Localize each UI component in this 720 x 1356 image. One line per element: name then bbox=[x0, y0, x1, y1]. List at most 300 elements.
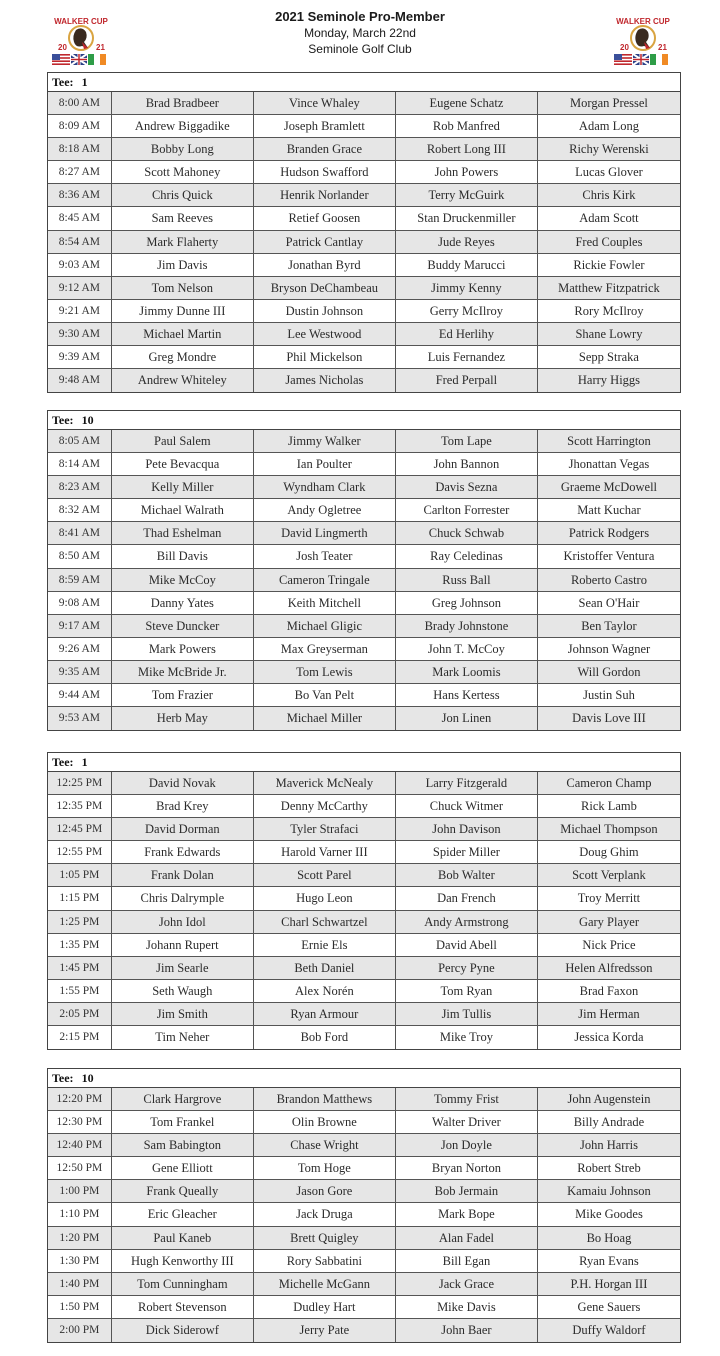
player-name: Andrew Biggadike bbox=[112, 115, 254, 137]
player-name: Danny Yates bbox=[112, 592, 254, 614]
player-name: Andy Armstrong bbox=[396, 911, 538, 933]
tee-time: 9:17 AM bbox=[48, 615, 112, 637]
tee-time-row bbox=[48, 887, 680, 910]
tee-time-row bbox=[48, 184, 680, 207]
player-name: Retief Goosen bbox=[254, 207, 396, 229]
tee-time-row bbox=[48, 1273, 680, 1296]
player-name: Beth Daniel bbox=[254, 957, 396, 979]
player-name: Bob Jermain bbox=[396, 1180, 538, 1202]
player-name: Johnson Wagner bbox=[567, 641, 651, 656]
tee-time: 1:25 PM bbox=[48, 911, 112, 933]
player-name: Eric Gleacher bbox=[112, 1203, 254, 1225]
tee-time: 9:39 AM bbox=[48, 346, 112, 368]
player-name: Clark Hargrove bbox=[112, 1088, 254, 1110]
walker-cup-emblem-icon bbox=[608, 12, 678, 68]
tee-time: 9:35 AM bbox=[48, 661, 112, 683]
tee-time-row bbox=[48, 1203, 680, 1226]
player-name: Frank Edwards bbox=[112, 841, 254, 863]
player-name: Jessica Korda bbox=[574, 1030, 644, 1045]
player-name: Tyler Strafaci bbox=[254, 818, 396, 840]
player-name: Bryson DeChambeau bbox=[254, 277, 396, 299]
tee-label: Tee: bbox=[52, 755, 74, 769]
tee-time: 1:55 PM bbox=[48, 980, 112, 1002]
player-name: Ray Celedinas bbox=[396, 545, 538, 567]
player-name: Jerry Pate bbox=[254, 1319, 396, 1342]
tee-time-row bbox=[48, 277, 680, 300]
player-name: Kelly Miller bbox=[112, 476, 254, 498]
tee-label: Tee: bbox=[52, 1071, 74, 1085]
player-name: Johann Rupert bbox=[112, 934, 254, 956]
tee-time-row bbox=[48, 707, 680, 730]
tee-time: 8:14 AM bbox=[48, 453, 112, 475]
tee-time: 9:53 AM bbox=[48, 707, 112, 730]
player-name: Adam Scott bbox=[579, 211, 639, 226]
player-name: Henrik Norlander bbox=[254, 184, 396, 206]
player-name: Morgan Pressel bbox=[570, 96, 648, 110]
player-name: Steve Duncker bbox=[112, 615, 254, 637]
tee-time: 8:18 AM bbox=[48, 138, 112, 160]
player-name: Justin Suh bbox=[583, 688, 635, 703]
player-name: Robert Stevenson bbox=[112, 1296, 254, 1318]
tee-time-row bbox=[48, 476, 680, 499]
tee-time: 8:45 AM bbox=[48, 207, 112, 229]
tee-time: 12:50 PM bbox=[48, 1157, 112, 1179]
player-name: John Powers bbox=[396, 161, 538, 183]
player-name: Ian Poulter bbox=[254, 453, 396, 475]
player-name: Richy Werenski bbox=[569, 142, 649, 157]
player-name: John Harris bbox=[579, 1138, 638, 1153]
player-name: Andrew Whiteley bbox=[112, 369, 254, 392]
player-name: Terry McGuirk bbox=[396, 184, 538, 206]
tee-time-row bbox=[48, 1319, 680, 1342]
player-name: Russ Ball bbox=[396, 569, 538, 591]
tee-block-1-morning bbox=[47, 72, 681, 393]
player-name: Mike Troy bbox=[396, 1026, 538, 1049]
tee-time: 1:30 PM bbox=[48, 1250, 112, 1272]
player-name: Chase Wright bbox=[254, 1134, 396, 1156]
event-date: Monday, March 22nd bbox=[304, 26, 416, 40]
player-name: Harry Higgs bbox=[577, 373, 641, 388]
tee-time-row bbox=[48, 592, 680, 615]
player-name: Gene Sauers bbox=[577, 1299, 641, 1314]
tee-time: 1:00 PM bbox=[48, 1180, 112, 1202]
player-name: Scott Harrington bbox=[567, 434, 651, 448]
player-name: Larry Fitzgerald bbox=[396, 772, 538, 794]
player-name: Paul Kaneb bbox=[112, 1227, 254, 1249]
tee-time: 2:05 PM bbox=[48, 1003, 112, 1025]
player-name: Sam Reeves bbox=[112, 207, 254, 229]
player-name: Robert Streb bbox=[577, 1161, 641, 1176]
tee-time-rows bbox=[48, 430, 680, 730]
tee-time-row bbox=[48, 1026, 680, 1049]
tee-time: 12:40 PM bbox=[48, 1134, 112, 1156]
player-name: Bob Ford bbox=[254, 1026, 396, 1049]
player-name: Buddy Marucci bbox=[396, 254, 538, 276]
tee-time: 8:32 AM bbox=[48, 499, 112, 521]
player-name: Kamaiu Johnson bbox=[567, 1184, 651, 1199]
tee-time: 12:30 PM bbox=[48, 1111, 112, 1133]
tee-time-row bbox=[48, 323, 680, 346]
tee-time: 12:25 PM bbox=[48, 772, 112, 794]
player-name: Jimmy Kenny bbox=[396, 277, 538, 299]
player-name: Alex Norén bbox=[254, 980, 396, 1002]
player-name: Dick Siderowf bbox=[112, 1319, 254, 1342]
player-name: Jim Searle bbox=[112, 957, 254, 979]
player-name: Mark Flaherty bbox=[112, 231, 254, 253]
tee-header bbox=[48, 1069, 680, 1088]
player-name: Brady Johnstone bbox=[396, 615, 538, 637]
player-name: Tim Neher bbox=[112, 1026, 254, 1049]
tee-time: 2:15 PM bbox=[48, 1026, 112, 1049]
tee-time-row bbox=[48, 684, 680, 707]
player-name: Mark Loomis bbox=[396, 661, 538, 683]
player-name: Sepp Straka bbox=[578, 350, 639, 365]
tee-time: 1:10 PM bbox=[48, 1203, 112, 1225]
player-name: Hudson Swafford bbox=[254, 161, 396, 183]
player-name: Jim Herman bbox=[578, 1006, 640, 1021]
player-name: Duffy Waldorf bbox=[572, 1322, 646, 1337]
player-name: Dudley Hart bbox=[254, 1296, 396, 1318]
tee-time-row bbox=[48, 934, 680, 957]
player-name: Matthew Fitzpatrick bbox=[558, 280, 660, 295]
tee-number: 1 bbox=[81, 755, 88, 769]
tee-time-rows bbox=[48, 1088, 680, 1342]
player-name: Pete Bevacqua bbox=[112, 453, 254, 475]
player-name: Olin Browne bbox=[254, 1111, 396, 1133]
player-name: Adam Long bbox=[578, 119, 639, 134]
player-name: Hugo Leon bbox=[254, 887, 396, 909]
tee-label: Tee: bbox=[52, 413, 74, 427]
tee-time-row bbox=[48, 911, 680, 934]
tee-time-row bbox=[48, 1180, 680, 1203]
tee-time-row bbox=[48, 1227, 680, 1250]
player-name: Luis Fernandez bbox=[396, 346, 538, 368]
tee-time-row bbox=[48, 254, 680, 277]
player-name: Herb May bbox=[112, 707, 254, 730]
tee-time: 12:55 PM bbox=[48, 841, 112, 863]
tee-time: 8:09 AM bbox=[48, 115, 112, 137]
tee-time-row bbox=[48, 569, 680, 592]
player-name: Seth Waugh bbox=[112, 980, 254, 1002]
tee-time-row bbox=[48, 231, 680, 254]
player-name: Frank Dolan bbox=[112, 864, 254, 886]
player-name: Rory Sabbatini bbox=[254, 1250, 396, 1272]
player-name: Fred Couples bbox=[575, 234, 643, 249]
tee-number: 10 bbox=[81, 1071, 94, 1085]
player-name: Alan Fadel bbox=[396, 1227, 538, 1249]
player-name: Nick Price bbox=[582, 937, 636, 952]
player-name: Greg Johnson bbox=[396, 592, 538, 614]
player-name: Jimmy Walker bbox=[254, 430, 396, 452]
player-name: Stan Druckenmiller bbox=[396, 207, 538, 229]
tee-time-row bbox=[48, 1003, 680, 1026]
tee-number: 10 bbox=[81, 413, 94, 427]
tee-time-row bbox=[48, 369, 680, 392]
player-name: Chris Quick bbox=[112, 184, 254, 206]
tee-time-row bbox=[48, 1157, 680, 1180]
player-name: Bo Van Pelt bbox=[254, 684, 396, 706]
player-name: Jim Tullis bbox=[396, 1003, 538, 1025]
player-name: Ryan Armour bbox=[254, 1003, 396, 1025]
tee-time-row bbox=[48, 1134, 680, 1157]
player-name: Hans Kertess bbox=[396, 684, 538, 706]
player-name: Branden Grace bbox=[254, 138, 396, 160]
player-name: Roberto Castro bbox=[570, 572, 647, 587]
player-name: Billy Andrade bbox=[573, 1115, 645, 1130]
player-name: Troy Merritt bbox=[577, 891, 641, 906]
player-name: Rick Lamb bbox=[581, 799, 637, 814]
tee-time: 1:05 PM bbox=[48, 864, 112, 886]
player-name: Patrick Cantlay bbox=[254, 231, 396, 253]
player-name: Shane Lowry bbox=[575, 326, 643, 341]
tee-time: 9:12 AM bbox=[48, 277, 112, 299]
tee-time-row bbox=[48, 92, 680, 115]
player-name: Vince Whaley bbox=[254, 92, 396, 114]
player-name: Phil Mickelson bbox=[254, 346, 396, 368]
tee-time: 9:03 AM bbox=[48, 254, 112, 276]
tee-label: Tee: bbox=[52, 75, 74, 89]
tee-time-rows bbox=[48, 772, 680, 1049]
player-name: Brandon Matthews bbox=[254, 1088, 396, 1110]
player-name: Jason Gore bbox=[254, 1180, 396, 1202]
tee-time: 1:45 PM bbox=[48, 957, 112, 979]
player-name: Rickie Fowler bbox=[573, 257, 645, 272]
player-name: Tommy Frist bbox=[396, 1088, 538, 1110]
player-name: Jimmy Dunne III bbox=[112, 300, 254, 322]
player-name: Jonathan Byrd bbox=[254, 254, 396, 276]
player-name: Keith Mitchell bbox=[254, 592, 396, 614]
tee-time-row bbox=[48, 499, 680, 522]
tee-time: 1:35 PM bbox=[48, 934, 112, 956]
player-name: Percy Pyne bbox=[396, 957, 538, 979]
player-name: Lee Westwood bbox=[254, 323, 396, 345]
svg-text:21: 21 bbox=[96, 43, 105, 52]
tee-time-row bbox=[48, 1296, 680, 1319]
player-name: Denny McCarthy bbox=[254, 795, 396, 817]
player-name: Jon Doyle bbox=[396, 1134, 538, 1156]
tee-time: 1:40 PM bbox=[48, 1273, 112, 1295]
tee-time: 8:54 AM bbox=[48, 231, 112, 253]
player-name: Josh Teater bbox=[254, 545, 396, 567]
tee-time-rows bbox=[48, 92, 680, 392]
tee-block-10-afternoon bbox=[47, 1068, 681, 1343]
tee-time-row bbox=[48, 300, 680, 323]
player-name: Chuck Witmer bbox=[396, 795, 538, 817]
player-name: John T. McCoy bbox=[396, 638, 538, 660]
player-name: Michelle McGann bbox=[254, 1273, 396, 1295]
player-name: Max Greyserman bbox=[254, 638, 396, 660]
tee-time: 12:35 PM bbox=[48, 795, 112, 817]
player-name: Matt Kuchar bbox=[577, 503, 641, 518]
svg-text:20: 20 bbox=[58, 43, 67, 52]
player-name: Tom Ryan bbox=[396, 980, 538, 1002]
tee-time: 8:59 AM bbox=[48, 569, 112, 591]
tee-time: 9:08 AM bbox=[48, 592, 112, 614]
event-venue: Seminole Golf Club bbox=[308, 42, 412, 56]
player-name: Gary Player bbox=[578, 914, 639, 929]
player-name: P.H. Horgan III bbox=[570, 1276, 648, 1291]
tee-block-10-morning bbox=[47, 410, 681, 731]
tee-time: 2:00 PM bbox=[48, 1319, 112, 1342]
player-name: Rory McIlroy bbox=[574, 303, 644, 318]
player-name: Tom Nelson bbox=[112, 277, 254, 299]
player-name: Rob Manfred bbox=[396, 115, 538, 137]
player-name: Davis Sezna bbox=[396, 476, 538, 498]
player-name: David Dorman bbox=[112, 818, 254, 840]
tee-time-row bbox=[48, 430, 680, 453]
tee-time-row bbox=[48, 638, 680, 661]
player-name: Brett Quigley bbox=[254, 1227, 396, 1249]
tee-time-row bbox=[48, 772, 680, 795]
tee-time-row bbox=[48, 1111, 680, 1134]
svg-text:21: 21 bbox=[658, 43, 667, 52]
player-name: Dan French bbox=[396, 887, 538, 909]
player-name: Robert Long III bbox=[396, 138, 538, 160]
player-name: Spider Miller bbox=[396, 841, 538, 863]
tee-time: 12:20 PM bbox=[48, 1088, 112, 1110]
event-title: 2021 Seminole Pro-Member bbox=[275, 9, 445, 24]
player-name: Mike McBride Jr. bbox=[112, 661, 254, 683]
tee-time: 1:20 PM bbox=[48, 1227, 112, 1249]
tee-block-1-afternoon bbox=[47, 752, 681, 1050]
player-name: Michael Miller bbox=[254, 707, 396, 730]
player-name: Bill Davis bbox=[112, 545, 254, 567]
tee-header bbox=[48, 73, 680, 92]
player-name: John Baer bbox=[396, 1319, 538, 1342]
svg-text:WALKER CUP: WALKER CUP bbox=[54, 17, 108, 26]
player-name: Brad Bradbeer bbox=[112, 92, 254, 114]
player-name: Scott Verplank bbox=[572, 868, 646, 883]
player-name: Ben Taylor bbox=[581, 618, 637, 633]
player-name: Maverick McNealy bbox=[254, 772, 396, 794]
tee-time-row bbox=[48, 957, 680, 980]
player-name: Tom Lewis bbox=[254, 661, 396, 683]
player-name: Mike McCoy bbox=[112, 569, 254, 591]
player-name: Wyndham Clark bbox=[254, 476, 396, 498]
player-name: Doug Ghim bbox=[579, 845, 639, 860]
player-name: Ed Herlihy bbox=[396, 323, 538, 345]
tee-time-row bbox=[48, 545, 680, 568]
tee-time: 8:23 AM bbox=[48, 476, 112, 498]
player-name: Harold Varner III bbox=[254, 841, 396, 863]
tee-time-row bbox=[48, 615, 680, 638]
player-name: John Bannon bbox=[396, 453, 538, 475]
player-name: Gerry McIlroy bbox=[396, 300, 538, 322]
tee-time-row bbox=[48, 1088, 680, 1111]
player-name: Chuck Schwab bbox=[396, 522, 538, 544]
tee-time-row bbox=[48, 115, 680, 138]
tee-time-row bbox=[48, 818, 680, 841]
player-name: Lucas Glover bbox=[575, 165, 643, 180]
tee-time: 1:15 PM bbox=[48, 887, 112, 909]
tee-time: 9:26 AM bbox=[48, 638, 112, 660]
tee-time: 8:36 AM bbox=[48, 184, 112, 206]
tee-time-row bbox=[48, 161, 680, 184]
tee-time: 9:44 AM bbox=[48, 684, 112, 706]
player-name: Bob Walter bbox=[396, 864, 538, 886]
player-name: Fred Perpall bbox=[396, 369, 538, 392]
player-name: Jim Davis bbox=[112, 254, 254, 276]
player-name: Tom Frazier bbox=[112, 684, 254, 706]
tee-header bbox=[48, 411, 680, 430]
player-name: Thad Eshelman bbox=[112, 522, 254, 544]
tee-time: 8:00 AM bbox=[48, 92, 112, 114]
player-name: Tom Lape bbox=[396, 430, 538, 452]
player-name: Tom Frankel bbox=[112, 1111, 254, 1133]
tee-time-row bbox=[48, 980, 680, 1003]
player-name: Carlton Forrester bbox=[396, 499, 538, 521]
tee-time: 9:48 AM bbox=[48, 369, 112, 392]
player-name: Scott Parel bbox=[254, 864, 396, 886]
player-name: Charl Schwartzel bbox=[254, 911, 396, 933]
player-name: Cameron Tringale bbox=[254, 569, 396, 591]
tee-time: 8:50 AM bbox=[48, 545, 112, 567]
tee-time-row bbox=[48, 864, 680, 887]
player-name: Mike Goodes bbox=[575, 1207, 643, 1222]
player-name: Dustin Johnson bbox=[254, 300, 396, 322]
tee-time: 8:41 AM bbox=[48, 522, 112, 544]
player-name: Patrick Rodgers bbox=[568, 526, 650, 541]
tee-time-row bbox=[48, 138, 680, 161]
player-name: Jack Grace bbox=[396, 1273, 538, 1295]
player-name: Scott Mahoney bbox=[112, 161, 254, 183]
player-name: Chris Dalrymple bbox=[112, 887, 254, 909]
tee-header bbox=[48, 753, 680, 772]
player-name: Bobby Long bbox=[112, 138, 254, 160]
player-name: Mark Powers bbox=[112, 638, 254, 660]
player-name: Mark Bope bbox=[396, 1203, 538, 1225]
player-name: Chris Kirk bbox=[582, 188, 636, 203]
tee-time-row bbox=[48, 795, 680, 818]
player-name: Michael Walrath bbox=[112, 499, 254, 521]
svg-text:WALKER CUP: WALKER CUP bbox=[616, 17, 670, 26]
player-name: Will Gordon bbox=[577, 664, 641, 679]
tee-time: 9:21 AM bbox=[48, 300, 112, 322]
player-name: Bill Egan bbox=[396, 1250, 538, 1272]
player-name: Tom Hoge bbox=[254, 1157, 396, 1179]
player-name: David Lingmerth bbox=[254, 522, 396, 544]
player-name: Frank Queally bbox=[112, 1180, 254, 1202]
tee-time: 1:50 PM bbox=[48, 1296, 112, 1318]
player-name: Davis Love III bbox=[572, 711, 646, 726]
player-name: Michael Gligic bbox=[254, 615, 396, 637]
player-name: Jhonattan Vegas bbox=[568, 457, 650, 472]
player-name: Jon Linen bbox=[396, 707, 538, 730]
player-name: Sam Babington bbox=[112, 1134, 254, 1156]
player-name: John Davison bbox=[396, 818, 538, 840]
svg-text:20: 20 bbox=[620, 43, 629, 52]
page-header bbox=[0, 0, 720, 70]
tee-time-row bbox=[48, 346, 680, 369]
tee-time-row bbox=[48, 1250, 680, 1273]
player-name: John Augenstein bbox=[567, 1092, 651, 1106]
player-name: Jude Reyes bbox=[396, 231, 538, 253]
tee-time-row bbox=[48, 207, 680, 230]
player-name: Mike Davis bbox=[396, 1296, 538, 1318]
player-name: Joseph Bramlett bbox=[254, 115, 396, 137]
player-name: Walter Driver bbox=[396, 1111, 538, 1133]
player-name: Michael Thompson bbox=[560, 822, 658, 837]
player-name: Andy Ogletree bbox=[254, 499, 396, 521]
player-name: Ryan Evans bbox=[579, 1253, 639, 1268]
player-name: Ernie Els bbox=[254, 934, 396, 956]
player-name: Cameron Champ bbox=[566, 776, 652, 790]
tee-time: 12:45 PM bbox=[48, 818, 112, 840]
player-name: Bo Hoag bbox=[586, 1230, 632, 1245]
tee-time-row bbox=[48, 661, 680, 684]
player-name: Jack Druga bbox=[254, 1203, 396, 1225]
player-name: David Abell bbox=[396, 934, 538, 956]
